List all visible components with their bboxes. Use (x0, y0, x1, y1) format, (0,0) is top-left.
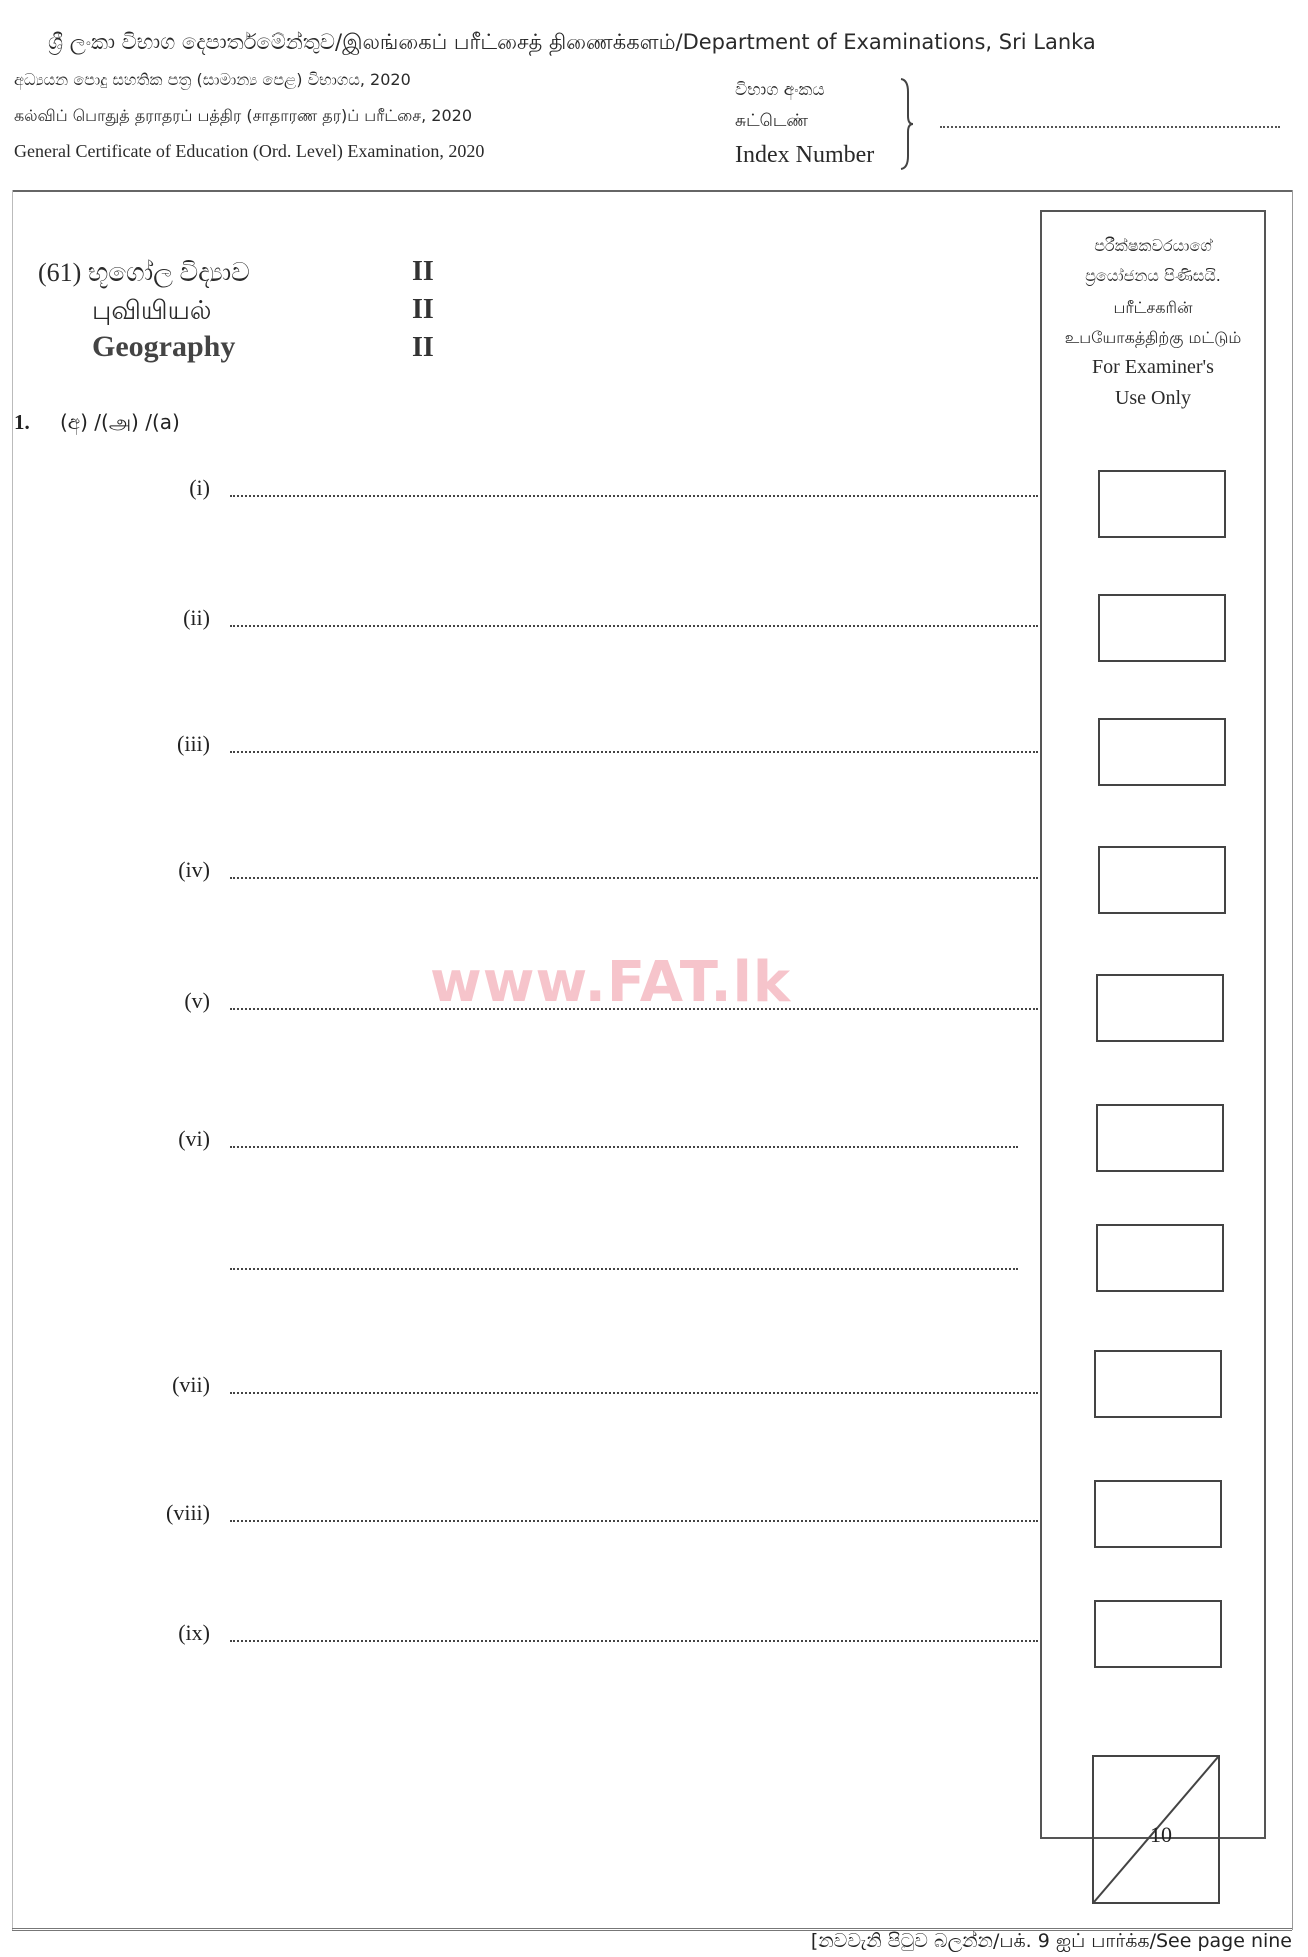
marks-box-v[interactable] (1096, 974, 1224, 1042)
line-label-vi: (vi) (178, 1126, 210, 1151)
marks-box-vi-continued[interactable] (1096, 1224, 1224, 1292)
paper-number-1: II (412, 256, 434, 287)
answer-line-ix[interactable] (230, 1628, 1038, 1642)
total-marks-value: 10 (1150, 1822, 1172, 1847)
subject-sinhala: (61) භූගෝල විද්‍යාව (38, 258, 250, 287)
subject-english: Geography (92, 330, 236, 363)
page-turn-note: [නවවැනි පිටුව බලන්න/பக். 9 ஐப் பார்க்க/See page nine (810, 1930, 1292, 1952)
line-label-ix: (ix) (178, 1620, 210, 1645)
line-label-ii: (ii) (183, 605, 210, 630)
brace-icon (900, 78, 914, 170)
index-number-field[interactable] (940, 112, 1280, 128)
department-heading: ශ්‍රී ලංකා විභාග දෙපාර්තමේන්තුව/இலங்கைப் பரீட்சைத் திணைக்களம்/Department of Examinations, Sri Lanka (48, 30, 1096, 54)
header-divider (12, 190, 1292, 192)
examiner-label-ta-2: உபயோகத்திற்கு மட்டும் (1064, 328, 1242, 347)
paper-number-3: II (412, 332, 434, 363)
marks-box-vi[interactable] (1096, 1104, 1224, 1172)
marks-box-iii[interactable] (1098, 718, 1226, 786)
answer-line-viii[interactable] (230, 1508, 1038, 1522)
right-margin-rule (1292, 190, 1293, 1930)
line-label-viii: (viii) (166, 1500, 210, 1525)
exam-title-sinhala: අධ්‍යයන පොදු සහතික පත්‍ර (සාමාන්‍ය පෙළ) විභාගය, 2020 (14, 70, 411, 89)
answer-line-vii[interactable] (230, 1380, 1038, 1394)
marks-box-viii[interactable] (1094, 1480, 1222, 1548)
marks-box-i[interactable] (1098, 470, 1226, 538)
answer-line-iii[interactable] (230, 739, 1038, 753)
index-label-tamil: சுட்டெண் (735, 111, 809, 131)
line-label-iv: (iv) (178, 857, 210, 882)
examiner-label-si-1: පරීක්ෂකවරයාගේ (1094, 236, 1212, 255)
answer-line-i[interactable] (230, 483, 1038, 497)
examiner-label-en-2: Use Only (1114, 387, 1192, 409)
answer-line-ii[interactable] (230, 613, 1038, 627)
index-label-english: Index Number (735, 142, 875, 168)
marks-box-ii[interactable] (1098, 594, 1226, 662)
line-label-i: (i) (189, 475, 210, 500)
marks-box-vii[interactable] (1094, 1350, 1222, 1418)
left-margin-rule (12, 190, 13, 1930)
answer-line-vi-continued[interactable] (230, 1256, 1018, 1270)
subject-tamil: புவியியல் (92, 296, 212, 325)
line-label-v: (v) (184, 988, 210, 1013)
answer-line-iv[interactable] (230, 865, 1038, 879)
question-number: 1. (14, 410, 30, 434)
marks-box-ix[interactable] (1094, 1600, 1222, 1668)
line-label-iii: (iii) (177, 731, 210, 756)
exam-title-english: General Certificate of Education (Ord. Level) Examination, 2020 (14, 141, 485, 161)
line-label-vii: (vii) (172, 1372, 210, 1397)
marks-box-iv[interactable] (1098, 846, 1226, 914)
examiner-label-en-1: For Examiner's (1092, 356, 1214, 378)
examiner-label-ta-1: பரீட்சகரின் (1113, 298, 1193, 317)
paper-number-2: II (412, 294, 434, 325)
examiner-label-si-2: ප්‍රයෝජනය පිණිසයි. (1085, 266, 1221, 285)
exam-title-tamil: கல்விப் பொதுத் தராதரப் பத்திர (சாதாரண தர)ப் பரீட்சை, 2020 (14, 106, 472, 125)
index-label-sinhala: විභාග අංකය (735, 80, 825, 100)
question-part: (අ) /(அ) /(a) (60, 410, 180, 434)
watermark: www.FAT.lk (430, 950, 792, 1015)
answer-line-vi[interactable] (230, 1134, 1018, 1148)
